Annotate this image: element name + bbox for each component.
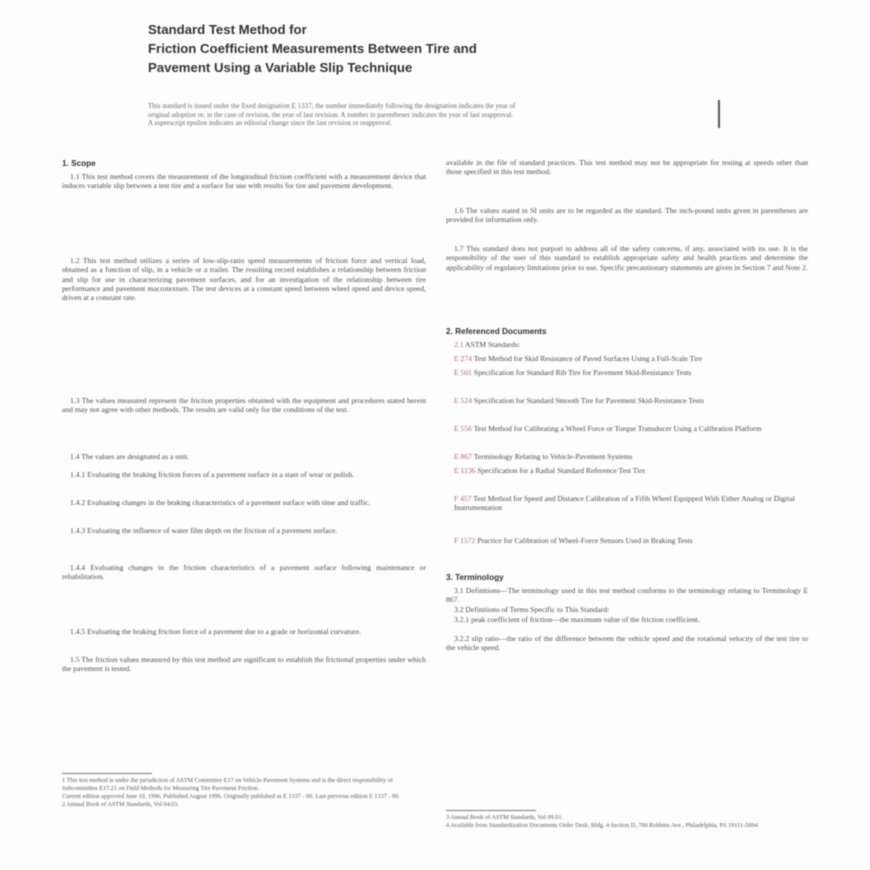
reference-code: E 501 (454, 368, 472, 377)
left-column (62, 158, 426, 683)
paragraph: 1.3 The values measured represent the friction properties obtained with the equipment and procedures stated herein and may not agree with other methods. The results are valid only for the conditions of the test. (62, 396, 426, 415)
paragraph: 1.4.1 Evaluating the braking friction forces of a pavement surface in a state of wear or polish. (70, 470, 355, 479)
paragraph: 1.5 The friction values measured by this test method are significant to establish the frictional properties under which the pavement is tested. (62, 655, 426, 674)
reference-item (446, 424, 808, 452)
paragraph: 1.7 This standard does not purport to address all of the safety concerns, if any, associated with its use. It is the responsibility of the user of this standard to establish appropriate safety and health practices and determine the applicability of regulatory limitations prior to use. Specific precautionary statements are given in Section 7 and Note 2. (446, 244, 808, 272)
reference-text: Test Method for Speed and Distance Calibration of a Fifth Wheel Equipped With Either Analog or Digital Instrumentation (454, 494, 795, 513)
paragraph: 1.4.3 Evaluating the influence of water film depth on the friction of a pavement surface. (70, 526, 338, 535)
reference-code: F 1572 (454, 536, 476, 545)
reference-text: Terminology Relating to Vehicle-Pavement Systems (473, 452, 633, 461)
footnote: 2 Annual Book of ASTM Standards, Vol 04.03. (62, 801, 179, 808)
document-title (148, 20, 708, 77)
reference-item (446, 340, 808, 354)
paragraph: available in the file of standard practices. This test method may not be appropriate for testing at speeds other than those specified in this test method. (446, 158, 808, 177)
reference-item (446, 354, 808, 368)
footnote-rule (446, 810, 536, 811)
paragraph: 1.2 This test method utilizes a series of low-slip-ratio speed measurements of friction force and vertical load, obtained as a function of slip, in a vehicle or a trailer. The resulting record establishes a relationship between friction and slip for use in characterizing pavement surfaces, and for an investigation of the relationship between tire performance and pavement macrotexture. The test devices at a constant speed between wheel speed and device speed, driven at a constant rate. (62, 256, 426, 303)
reference-item (446, 368, 808, 396)
section-heading-terminology: 3. Terminology (446, 573, 504, 582)
reference-text: Specification for Standard Rib Tire for Pavement Skid-Resistance Tests (473, 368, 692, 377)
footnote: 4 Available from Standardization Documents Order Desk, Bldg. 4 Section D, 700 Robbins Ave., Philadelphia, PA 19111-5094. (446, 822, 760, 829)
reference-code: F 457 (454, 494, 472, 503)
reference-text: Specification for a Radial Standard Reference Test Tire (477, 466, 646, 475)
reference-item (446, 494, 808, 536)
revision-bar (718, 100, 720, 128)
references-list (446, 340, 808, 564)
paragraph: 1.4.5 Evaluating the braking friction force of a pavement due to a grade or horizontal curvature. (70, 627, 361, 636)
reference-code: E 556 (454, 424, 472, 433)
reference-text: Specification for Standard Smooth Tire for Pavement Skid-Resistance Tests (473, 396, 704, 405)
reference-item (446, 466, 808, 494)
paragraph: 3.2.1 peak coefficient of friction—the maximum value of the friction coefficient. (454, 615, 700, 624)
footnote: Current edition approved June 10, 1996. Published August 1996. Originally published as E 1337 - 90. Last previous edition E 1337 - 90. (62, 793, 400, 800)
paragraph: 1.6 The values stated in SI units are to be regarded as the standard. The inch-pound units given in parentheses are provided for information only. (446, 206, 808, 225)
paragraph: 1.4.2 Evaluating changes in the braking characteristics of a pavement surface with time and traffic. (70, 498, 371, 507)
designation-line-3: A superscript epsilon indicates an editorial change since the last revision or reapproval. (148, 119, 392, 127)
designation-note (148, 102, 720, 128)
reference-text: Test Method for Calibrating a Wheel Force or Torque Transducer Using a Calibration Platform (473, 424, 762, 433)
designation-line-1: This standard is issued under the fixed designation E 1337; the number immediately following the designation indicates the year of (148, 102, 516, 110)
designation-line-2: original adoption or, in the case of revision, the year of last revision. A number in parentheses indicates the year of last reapproval. (148, 110, 514, 119)
paragraph: 1.1 This test method covers the measurement of the longitudinal friction coefficient with a measurement device that induces variable slip between a test tire and a surface for use with results for tire and pavement development. (62, 172, 426, 191)
paragraph: 3.1 Definitions—The terminology used in this test method conforms to the terminology relating to Terminology E 867. (446, 586, 808, 605)
footnote-rule (62, 773, 152, 774)
left-footnotes (62, 777, 426, 809)
reference-item (446, 396, 808, 424)
title-line-2: Friction Coefficient Measurements Between Tire and (148, 41, 477, 56)
footnote: 3 Annual Book of ASTM Standards, Vol 09.01. (446, 814, 563, 821)
reference-item (446, 536, 808, 564)
reference-code: E 274 (454, 354, 472, 363)
reference-code: E 867 (454, 452, 472, 461)
reference-text: Test Method for Skid Resistance of Paved Surfaces Using a Full-Scale Tire (473, 354, 703, 363)
footnote: 1 This test method is under the jurisdiction of ASTM Committee E17 on Vehicle-Pavement Systems and is the direct responsibility of Subcommittee E17.21 on Field Methods for Measuring Tire Pavement Friction. (62, 777, 393, 792)
section-heading-referenced-documents: 2. Referenced Documents (446, 327, 547, 336)
paragraph: 1.4.4 Evaluating changes in the friction characteristics of a pavement surface following maintenance or rehabilitation. (62, 563, 426, 582)
reference-text: Practice for Calibration of Wheel-Force Sensors Used in Braking Tests (477, 536, 693, 545)
reference-text: ASTM Standards: (464, 340, 521, 349)
right-column (446, 158, 808, 662)
paragraph: 3.2.2 slip ratio—the ratio of the difference between the vehicle speed and the rotational velocity of the test tire to the vehicle speed. (446, 634, 808, 653)
reference-item (446, 452, 808, 466)
reference-code: E 1136 (454, 466, 476, 475)
right-footnotes (446, 814, 808, 830)
reference-code: E 524 (454, 396, 472, 405)
title-line-1: Standard Test Method for (148, 22, 307, 37)
paragraph: 1.4 The values are designated as a unit. (70, 452, 190, 461)
title-line-3: Pavement Using a Variable Slip Technique (148, 60, 413, 75)
reference-code: 2.1 (454, 340, 464, 349)
paragraph: 3.2 Definitions of Terms Specific to This Standard: (454, 605, 610, 614)
section-heading-scope: 1. Scope (62, 159, 96, 168)
